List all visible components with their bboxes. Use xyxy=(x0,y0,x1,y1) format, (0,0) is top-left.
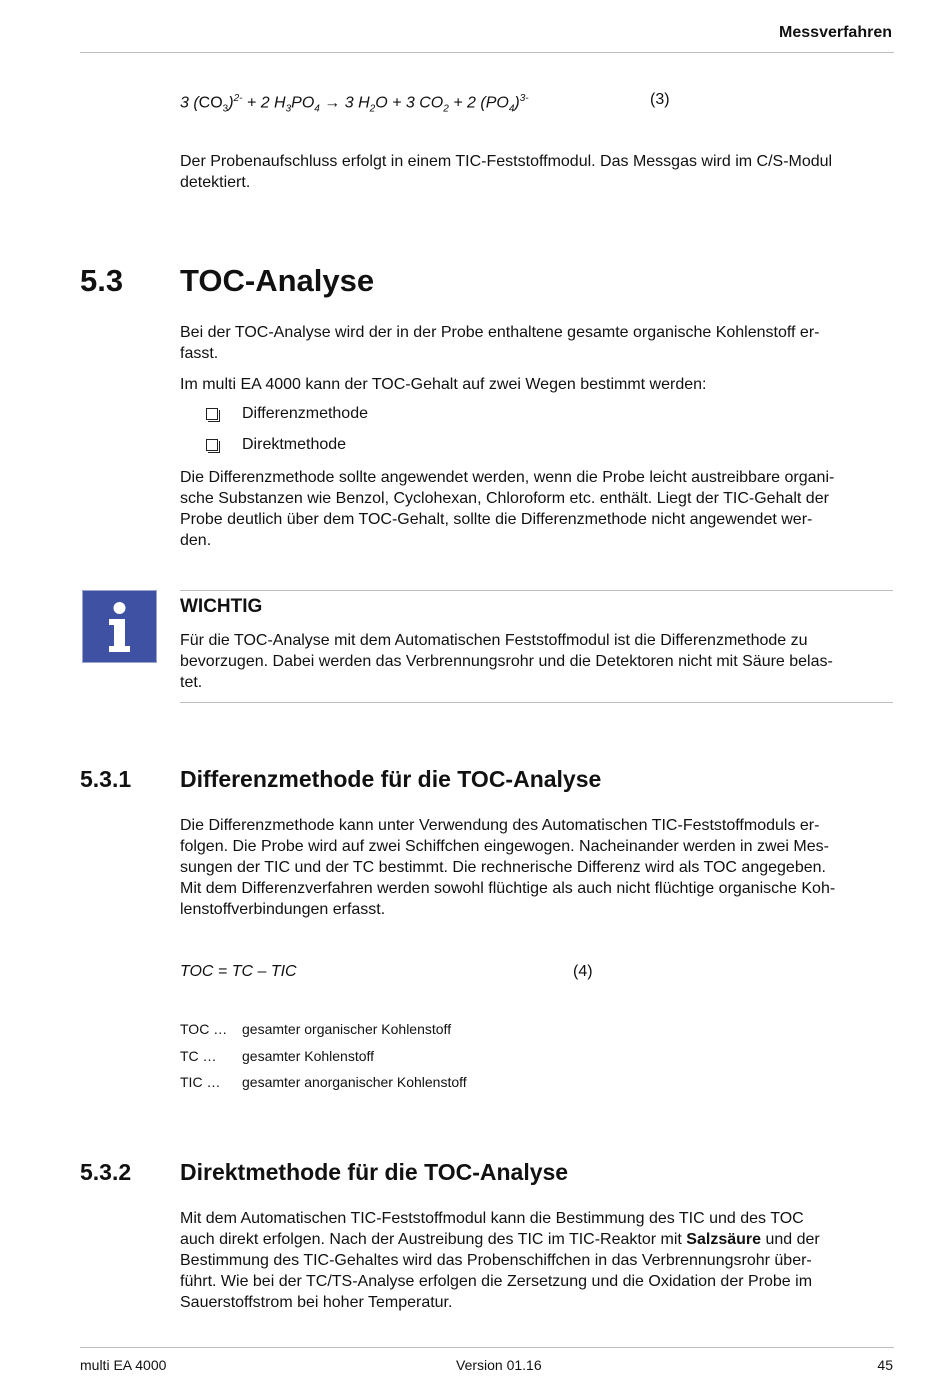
header-rule xyxy=(80,52,894,53)
list-item: Direktmethode xyxy=(242,436,347,453)
info-icon xyxy=(83,591,156,662)
subsection-title: Differenzmethode für die TOC-Analyse xyxy=(180,766,602,792)
footer-product: multi EA 4000 xyxy=(80,1357,167,1373)
differenzmethode-description: Die Differenzmethode kann unter Verwendung des Automatischen TIC-Feststoffmoduls er- folgen. Die Probe wird auf zwei Schiffchen eingewogen. Nacheinander werden in zwei Mes- sungen der TIC und der TC bestimmt. Die rechnerische Differenz wird als TOC angegeben. Mit dem Differenzverfahren werden sowohl flüchtige als auch nicht flüchtige organische Koh- lenstoffverbindungen erfasst. xyxy=(180,817,836,918)
glossary-term: TOC … xyxy=(180,1021,228,1037)
glossary-term: TC … xyxy=(180,1048,217,1064)
notice-bottom-rule xyxy=(180,702,893,703)
notice-top-rule xyxy=(180,590,893,591)
toc-methods-paragraph: Im multi EA 4000 kann der TOC-Gehalt auf zwei Wegen bestimmt werden: xyxy=(180,376,707,393)
page-number: 45 xyxy=(877,1357,893,1373)
notice-text: Für die TOC-Analyse mit dem Automatischen Feststoffmodul ist die Differenzmethode zu bevorzugen. Dabei werden das Verbrennungsrohr und die Detektoren nicht mit Säure belas- tet. xyxy=(180,632,833,691)
running-header: Messverfahren xyxy=(779,24,892,41)
subsection-number: 5.3.1 xyxy=(80,766,132,792)
formula-4-number: (4) xyxy=(573,963,593,980)
direktmethode-description: Mit dem Automatischen TIC-Feststoffmodul kann die Bestimmung des TIC und des TOC auch direkt erfolgen. Nach der Austreibung des TIC im TIC-Reaktor mit Salzsäure und der Bestimmung des TIC-Gehaltes wird das Probenschiffchen in das Verbrennungsrohr über- führt. Wie bei der TC/TS-Analyse erfolgen die Zersetzung und die Oxidation der Probe im Sauerstoffstrom bei hoher Temperatur. xyxy=(180,1210,820,1311)
glossary-definition: gesamter organischer Kohlenstoff xyxy=(242,1021,452,1037)
formula-4: TOC = TC – TIC xyxy=(180,963,297,980)
subsection-number: 5.3.2 xyxy=(80,1159,132,1185)
formula-3-number: (3) xyxy=(650,91,670,108)
footer-version: Version 01.16 xyxy=(456,1357,542,1373)
section-title: TOC-Analyse xyxy=(180,263,375,298)
glossary-definition: gesamter Kohlenstoff xyxy=(242,1048,375,1064)
bold-term: Salzsäure xyxy=(686,1231,762,1248)
checkbox-bullet-icon xyxy=(206,439,218,451)
subsection-title: Direktmethode für die TOC-Analyse xyxy=(180,1159,569,1185)
glossary-definition: gesamter anorganischer Kohlenstoff xyxy=(242,1074,467,1090)
formula-3: 3 $(CO_3)^{2-} + 2$ $H_3PO_4 \to 3$ $H_2O + 3$ $CO_2 + 2$ $(PO_4)^{3-}$ xyxy=(180,93,529,115)
intro-paragraph: Der Probenaufschluss erfolgt in einem TIC-Feststoffmodul. Das Messgas wird im C/S-Modul detektiert. xyxy=(180,153,833,191)
glossary-term: TIC … xyxy=(180,1074,221,1090)
checkbox-bullet-icon xyxy=(206,408,218,420)
footer-rule xyxy=(80,1347,894,1348)
notice-title: WICHTIG xyxy=(180,596,263,617)
differenzmethode-paragraph: Die Differenzmethode sollte angewendet werden, wenn die Probe leicht austreibbare organi- sche Substanzen wie Benzol, Cyclohexan, Chloroform etc. enthält. Liegt der TIC-Gehalt der Probe deutlich über dem TOC-Gehalt, sollte die Differenzmethode nicht angewendet wer- den. xyxy=(180,469,835,549)
list-item: Differenzmethode xyxy=(242,405,368,422)
toc-intro-paragraph: Bei der TOC-Analyse wird der in der Probe enthaltene gesamte organische Kohlenstoff er- fasst. xyxy=(180,324,820,362)
section-number: 5.3 xyxy=(80,263,124,298)
